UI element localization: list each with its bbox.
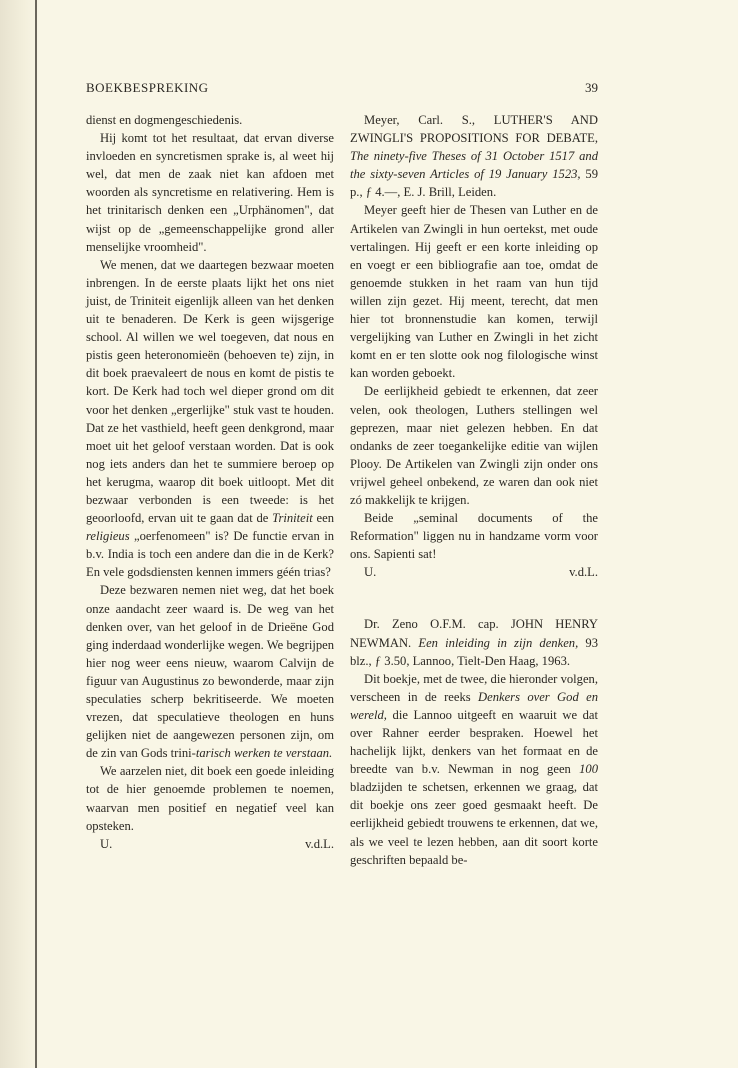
page-header [86,80,598,100]
text-run: Dit boekje, met de twee, die hieronder volgen, verscheen in de reeks [350,671,598,704]
reviewer-signature: v.d.L. [305,836,334,851]
paragraph: dienst en dogmengeschiedenis. [86,113,243,127]
signature-line [350,563,598,581]
section-gap [350,581,598,615]
right-column [350,111,598,869]
text-run: Meyer, Carl. S., LUTHER'S AND ZWINGLI'S PROPOSITIONS FOR DEBATE, [350,113,598,146]
paragraph: De eerlijkheid gebiedt te erkennen, dat zeer velen, ook theologen, Luthers stellingen wel geprezen, maar niet gelezen hebben. En dat ondanks de zeer toegankelijke editie van wijlen Plooy. De Artikelen van Zwingli zijn onder ons vrijwel geheel onbekend, ze waren dan ook niet zó makkelijk te krijgen. [350,384,598,507]
paragraph: Meyer geeft hier de Thesen van Luther en de Artikelen van Zwingli in hun oertekst, met oude vertalingen. Hij geeft er een korte inleiding op en voegt er een bibliografie aan toe, omdat de genoemde stukken in het raam van hun tijd willen zijn gezet. Hij meent, terecht, dat men hier tot bronnenstudie kan komen, terwijl vergelijking van Luther en Zwingli in het zicht komt en er ten slotte ook nog filologische winst kan worden geboekt. [350,203,598,381]
binding-edge [35,0,37,1068]
reviewer-signature: v.d.L. [569,565,598,580]
italic-text: Triniteit [272,511,313,526]
paragraph: We aarzelen niet, dit boek een goede inleiding tot de hier genoemde problemen te noemen, waarvan men positief en negatief veel kan opsteken. [86,764,334,833]
left-column [86,111,334,853]
text-run: Dr. Zeno O.F.M. cap. JOHN HENRY NEWMAN. [350,617,598,650]
italic-text: Denkers over God en wereld, [350,689,598,722]
italic-text: religieus [86,529,130,544]
text-run: een [312,511,335,526]
text-run: 93 blz., ƒ 3.50, Lannoo, Tielt-Den Haag, 1963. [350,635,598,668]
italic-text: 100 [579,762,598,777]
text-run: die Lannoo uitgeeft en waaruit we dat over Rahner eerder bespraken. Hoewel het hachelijk lijkt, denkers van het formaat en de breedte van b.v. Newman in nog geen [350,707,598,777]
running-title: BOEKBESPREKING [86,80,209,95]
text-run: Deze bezwaren nemen niet weg, dat het boek onze aandacht zeer waard is. De weg van het denken over, van het geloof in de Drieëne God ging inderdaad wonderlijke wegen. We begrijpen hier nog weer eens nieuw, waarom Calvijn de figuur van Augustinus zo bewonderde, maar zijn speculaties scherp bekritiseerde. We moeten vrezen, dat speculatieve theologen en huns gelijken niet de aangewezen personen zijn, om de zin van Gods trini- [86,583,334,761]
page-gutter [0,0,40,1068]
italic-text: tarisch werken te verstaan. [195,746,333,761]
text-run: 59 p., ƒ 4.—, E. J. Brill, Leiden. [350,167,599,200]
paragraph [350,670,598,869]
book-reference [350,615,598,669]
text-run: „oerfenomeen" is? De functie ervan in b.v. India is toch een andere dan die in de Kerk? En vele godsdiensten kennen immers géén trias? [86,529,334,580]
text-run: We menen, dat we daartegen bezwaar moeten inbrengen. In de eerste plaats lijkt het ons niet juist, de Triniteit eigenlijk alleen van het denken uit te benaderen. De Kerk is geen wijsgerige school. Al willen we wel toegeven, dat nous en pistis geen heteronomieën (behoeven te) zijn, in dit boek praevaleert de nous en komt de pistis te kort. De Kerk had toch wel dieper grond om dit voor het denken „ergerlijke" stuk vast te houden. Dat ze het vasthield, heeft geen denkgrond, maar moet uit het geloof verstaan worden. Dat is ook nog iets anders dan het te summiere beroep op het kerugma, waarop dit boek uitloopt. Met dit bezwaar verbonden is een tweede: is het geoorloofd, ervan uit te gaan dat de [86,257,334,526]
reviewer-initial: U. [100,836,113,851]
italic-text: The ninety-five Theses of 31 October 1517 and the sixty-seven Articles of 19 January 1523, [350,149,598,182]
page-number: 39 [585,80,598,95]
text-run: bladzijden te schetsen, erkennen we graag, dat dit boekje ons zeer goed gesmaakt heeft. De eerlijkheid gebiedt trouwens te erkennen, dat we, als we veel te lezen hebben, aan dit soort korte geschriften bepaald be- [350,780,598,867]
paragraph: Beide „seminal documents of the Reformation" liggen nu in handzame vorm voor ons. Sapienti sat! [350,511,598,562]
book-reference [350,111,598,201]
paragraph [86,256,334,582]
signature-line [86,835,334,853]
reviewer-initial: U. [364,565,377,580]
paragraph [86,581,334,762]
italic-text: Een inleiding in zijn denken, [418,635,579,650]
paragraph: Hij komt tot het resultaat, dat ervan diverse invloeden en syncretismen sprake is, al weet hij wel, dat men de zaak niet kan afdoen met woorden als syncretisme en relativering. Hem is het trinitarisch denken een „Urphänomen", dat wijst op de „gemeenschappelijke grond aller menselijke vroomheid". [86,131,334,254]
